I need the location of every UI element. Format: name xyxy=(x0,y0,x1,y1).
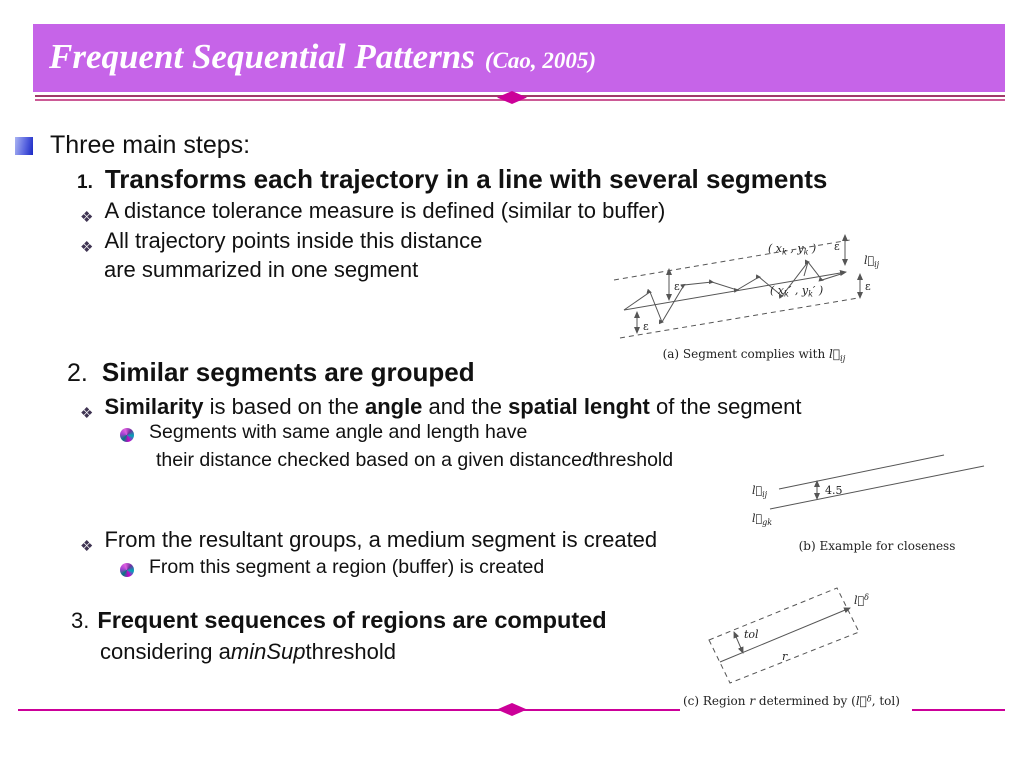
title-bar xyxy=(33,24,1005,92)
vector-lij-label: $l⃗_{ij}$ xyxy=(752,484,768,499)
bullet-text: Similarity is based on the angle and the spatial lenght of the segment xyxy=(104,394,802,419)
figure-b-closeness xyxy=(742,448,992,560)
slide-title: Frequent Sequential Patterns xyxy=(49,37,475,76)
tol-label: tol xyxy=(744,628,759,641)
bullet-line xyxy=(80,228,482,254)
text: threshold xyxy=(305,639,396,664)
figure-a-caption: (a) Segment complies with $l⃗_{ij}$ xyxy=(662,347,846,364)
epsilon-label: ε xyxy=(865,280,871,293)
item-text: Transforms each trajectory in a line with several segments xyxy=(104,164,828,194)
distance-value: 4.5 xyxy=(825,484,843,497)
epsilon-label: ε xyxy=(643,320,649,333)
diamond-bullet-icon: ❖ xyxy=(80,209,94,226)
bullet-text: From the resultant groups, a medium segment is created xyxy=(104,527,658,552)
item-number: 2. xyxy=(67,359,88,387)
item-3-continuation xyxy=(100,639,396,665)
point-label-top: ( $x_k$ , $y_k$ ) xyxy=(768,242,817,257)
list-item-2 xyxy=(67,357,475,388)
sub-bullet-line xyxy=(120,421,527,444)
list-item-1 xyxy=(77,164,827,195)
item-text: Frequent sequences of regions are computed xyxy=(97,607,607,633)
bullet-line-similarity xyxy=(80,394,802,420)
segment-lgk-line xyxy=(770,466,984,509)
bullet-line xyxy=(80,198,665,224)
sub-bullet-text: From this segment a region (buffer) is created xyxy=(149,556,545,578)
sphere-bullet-icon xyxy=(120,428,134,442)
item-number: 1. xyxy=(77,172,93,193)
diamond-bullet-icon: ❖ xyxy=(80,239,94,256)
bullet-line xyxy=(80,527,657,553)
bullet-continuation xyxy=(104,257,418,283)
intro-line xyxy=(50,131,250,160)
text: their distance checked based on a given distance xyxy=(156,449,583,471)
figure-a-segment-tolerance xyxy=(612,228,900,364)
sub-bullet-line xyxy=(120,556,544,579)
bullet-text: A distance tolerance measure is defined (similar to buffer) xyxy=(104,198,666,223)
vector-lij-label: $l⃗_{ij}$ xyxy=(864,254,880,269)
r-label: r xyxy=(782,650,788,663)
sub-bullet-text: Segments with same angle and length have xyxy=(149,421,528,443)
diamond-bullet-icon: ❖ xyxy=(80,538,94,555)
epsilon-label: ε xyxy=(674,280,680,293)
list-item-3 xyxy=(71,607,607,634)
intro-text: Three main steps: xyxy=(50,131,251,159)
epsilon-label: ε xyxy=(834,240,840,253)
sub-bullet-continuation xyxy=(156,449,673,472)
diamond-icon xyxy=(497,91,527,104)
square-bullet-icon xyxy=(15,137,33,155)
segment-lij-line xyxy=(779,455,944,489)
bullet-text: are summarized in one segment xyxy=(104,257,419,282)
item-number: 3. xyxy=(71,608,90,633)
vector-lgk-label: $l⃗_{gk}$ xyxy=(752,512,773,527)
diamond-icon xyxy=(497,703,527,716)
text: considering a xyxy=(100,639,231,664)
slide-title-citation: (Cao, 2005) xyxy=(484,48,597,73)
italic-minsup: minSup xyxy=(230,639,306,664)
item-text: Similar segments are grouped xyxy=(101,357,475,387)
sphere-bullet-icon xyxy=(120,563,134,577)
tol-arrow xyxy=(734,632,743,653)
vector-ldelta-label: l⃗$^\delta$ xyxy=(854,593,869,607)
text: threshold xyxy=(592,449,674,471)
italic-d: d xyxy=(582,449,593,471)
lower-tolerance-dashed-line xyxy=(620,298,858,338)
bullet-text: All trajectory points inside this distance xyxy=(104,228,483,253)
point-label-bottom: ( $x_k'$ , $y_k'$ ) xyxy=(770,284,824,299)
diamond-bullet-icon: ❖ xyxy=(80,405,94,422)
figure-c-region xyxy=(680,578,912,714)
figure-c-caption: (c) Region r determined by (l⃗$^\delta$, tol) xyxy=(683,694,900,708)
figure-b-caption: (b) Example for closeness xyxy=(798,539,956,553)
